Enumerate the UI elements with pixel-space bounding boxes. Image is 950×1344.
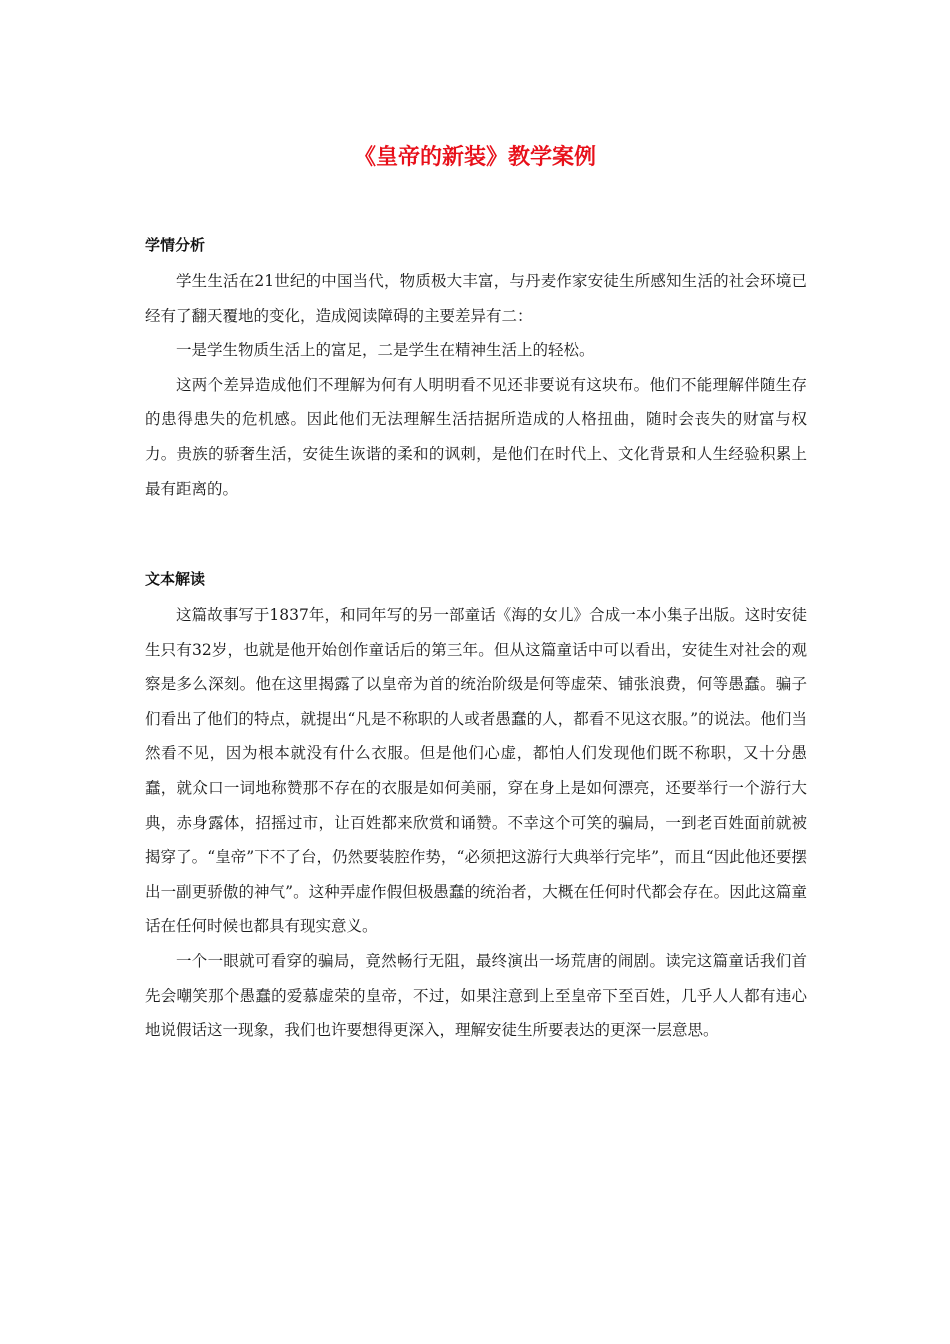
section-heading: 文本解读 xyxy=(145,570,206,588)
paragraph: 一是学生物质生活上的富足，二是学生在精神生活上的轻松。 xyxy=(176,341,595,360)
section-learning-analysis xyxy=(145,234,807,506)
paragraph: 学生生活在21世纪的中国当代，物质极大丰富，与丹麦作家安徒生所感知生活的社会环境已经有了翻天覆地的变化，造成阅读障碍的主要差异有二： xyxy=(145,272,807,325)
paragraph: 这篇故事写于1837年，和同年写的另一部童话《海的女儿》合成一本小集子出版。这时安徒生只有32岁，也就是他开始创作童话后的第三年。但从这篇童话中可以看出，安徒生对社会的观察是多么深刻。他在这里揭露了以皇帝为首的统治阶级是何等虚荣、铺张浪费，何等愚蠢。骗子们看出了他们的特点，就提出“凡是不称职的人或者愚蠢的人，都看不见这衣服。”的说法。他们当然看不见，因为根本就没有什么衣服。但是他们心虚，都怕人们发现他们既不称职，又十分愚蠢，就众口一词地称赞那不存在的衣服是如何美丽，穿在身上是如何漂亮，还要举行一个游行大典，赤身露体，招摇过市，让百姓都来欣赏和诵赞。不幸这个可笑的骗局，一到老百姓面前就被揭穿了。“皇帝”下不了台，仍然要装腔作势，“必须把这游行大典举行完毕”，而且“因此他还要摆出一副更骄傲的神气”。这种弄虚作假但极愚蠢的统治者，大概在任何时代都会存在。因此这篇童话在任何时候也都具有现实意义。 xyxy=(145,606,807,936)
paragraph: 这两个差异造成他们不理解为何有人明明看不见还非要说有这块布。他们不能理解伴随生存的患得患失的危机感。因此他们无法理解生活拮据所造成的人格扭曲，随时会丧失的财富与权力。贵族的骄奢生活，安徒生诙谐的柔和的讽刺，是他们在时代上、文化背景和人生经验积累上最有距离的。 xyxy=(145,375,807,498)
document-title: 《皇帝的新装》教学案例 xyxy=(353,145,596,170)
section-text-interpretation xyxy=(145,568,807,1048)
section-heading: 学情分析 xyxy=(145,236,206,254)
paragraph: 一个一眼就可看穿的骗局，竟然畅行无阻，最终演出一场荒唐的闹剧。读完这篇童话我们首先会嘲笑那个愚蠢的爱慕虚荣的皇帝，不过，如果注意到上至皇帝下至百姓，几乎人人都有违心地说假话这一现象，我们也许要想得更深入，理解安徒生所要表达的更深一层意思。 xyxy=(145,951,807,1040)
